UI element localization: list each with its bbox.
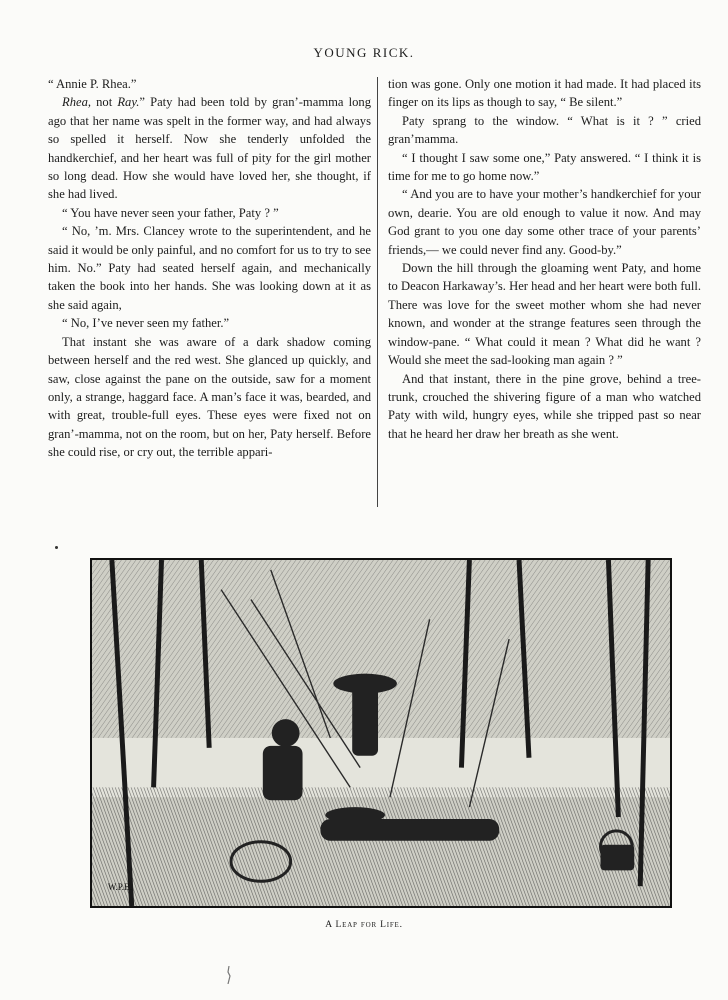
print-speck	[55, 546, 58, 549]
text-columns	[48, 75, 701, 507]
paragraph: “ And you are to have your mother’s handkerchief for your own, dearie. You are old enough to value it now. And may God grant to you one day some other trace of your parents’ friends,— we could never find any. Good-by.”	[388, 187, 701, 257]
forest-fishing-scene-image	[92, 560, 670, 906]
paragraph: “ You have never seen your father, Paty ? ”	[62, 205, 279, 220]
paragraph: That instant she was aware of a dark shadow coming between herself and the red west. She glanced up quickly, and saw, close against the pane on the outside, saw for a moment only, a strange, haggard face. A man’s face it was, bearded, and with great, trouble-full eyes. These eyes were fixed not on gran’-mamma, not on the room, but on her, Paty herself. Before she could rise, or cry out, the terrible appari-	[48, 334, 371, 460]
paragraph: “ I thought I saw some one,” Paty answered. “ I think it is time for me to go home now.”	[388, 150, 701, 184]
paragraph: Paty sprang to the window. “ What is it ? ” cried gran’mamma.	[388, 113, 701, 147]
paragraph: “ No, ’m. Mrs. Clancey wrote to the superintendent, and he said it would be only painful, and no comfort for us to try to see him. No.” Paty had seated herself again, and mechanically taken the book into her hands. She was looking down at it as she said again,	[48, 224, 371, 312]
left-column	[48, 75, 371, 462]
artist-signature: W.P.B.	[107, 882, 133, 893]
margin-ink-mark	[226, 966, 232, 984]
paragraph-signature: “ Annie P. Rhea.”	[48, 77, 137, 91]
right-column	[388, 75, 701, 443]
paragraph: tion was gone. Only one motion it had made. It had placed its finger on its lips as though to say, “ Be silent.”	[388, 77, 701, 110]
paragraph: Down the hill through the gloaming went Paty, and home to Deacon Harkaway’s. Her head and her heart were both full. There was love for the sweet mother whom she had never known, and wonder at the strange features seen through the window-pane. “ What could it mean ? What did he want ? Would she meet the sad-looking man again ? ”	[388, 261, 701, 368]
engraving-illustration	[90, 558, 672, 908]
column-rule	[377, 77, 378, 507]
paragraph: And that instant, there in the pine grove, behind a tree-trunk, crouched the shivering figure of a man who watched Paty with wild, hungry eyes, while she tripped past so near that he heard her draw her breath as she went.	[388, 371, 701, 441]
paragraph: Rhea, not Ray.” Paty had been told by gran’-mamma long ago that her name was spelt in the former way, and had always so spelled it herself. Now she tenderly unfolded the handkerchief, and her heart was full of pity for the girl mother so long dead. How she would have loved her, she thought, if she had lived.	[48, 95, 371, 202]
paragraph: “ No, I’ve never seen my father.”	[62, 316, 230, 331]
running-title: YOUNG RICK.	[313, 45, 415, 60]
illustration-caption: A Leap for Life.	[325, 920, 403, 930]
